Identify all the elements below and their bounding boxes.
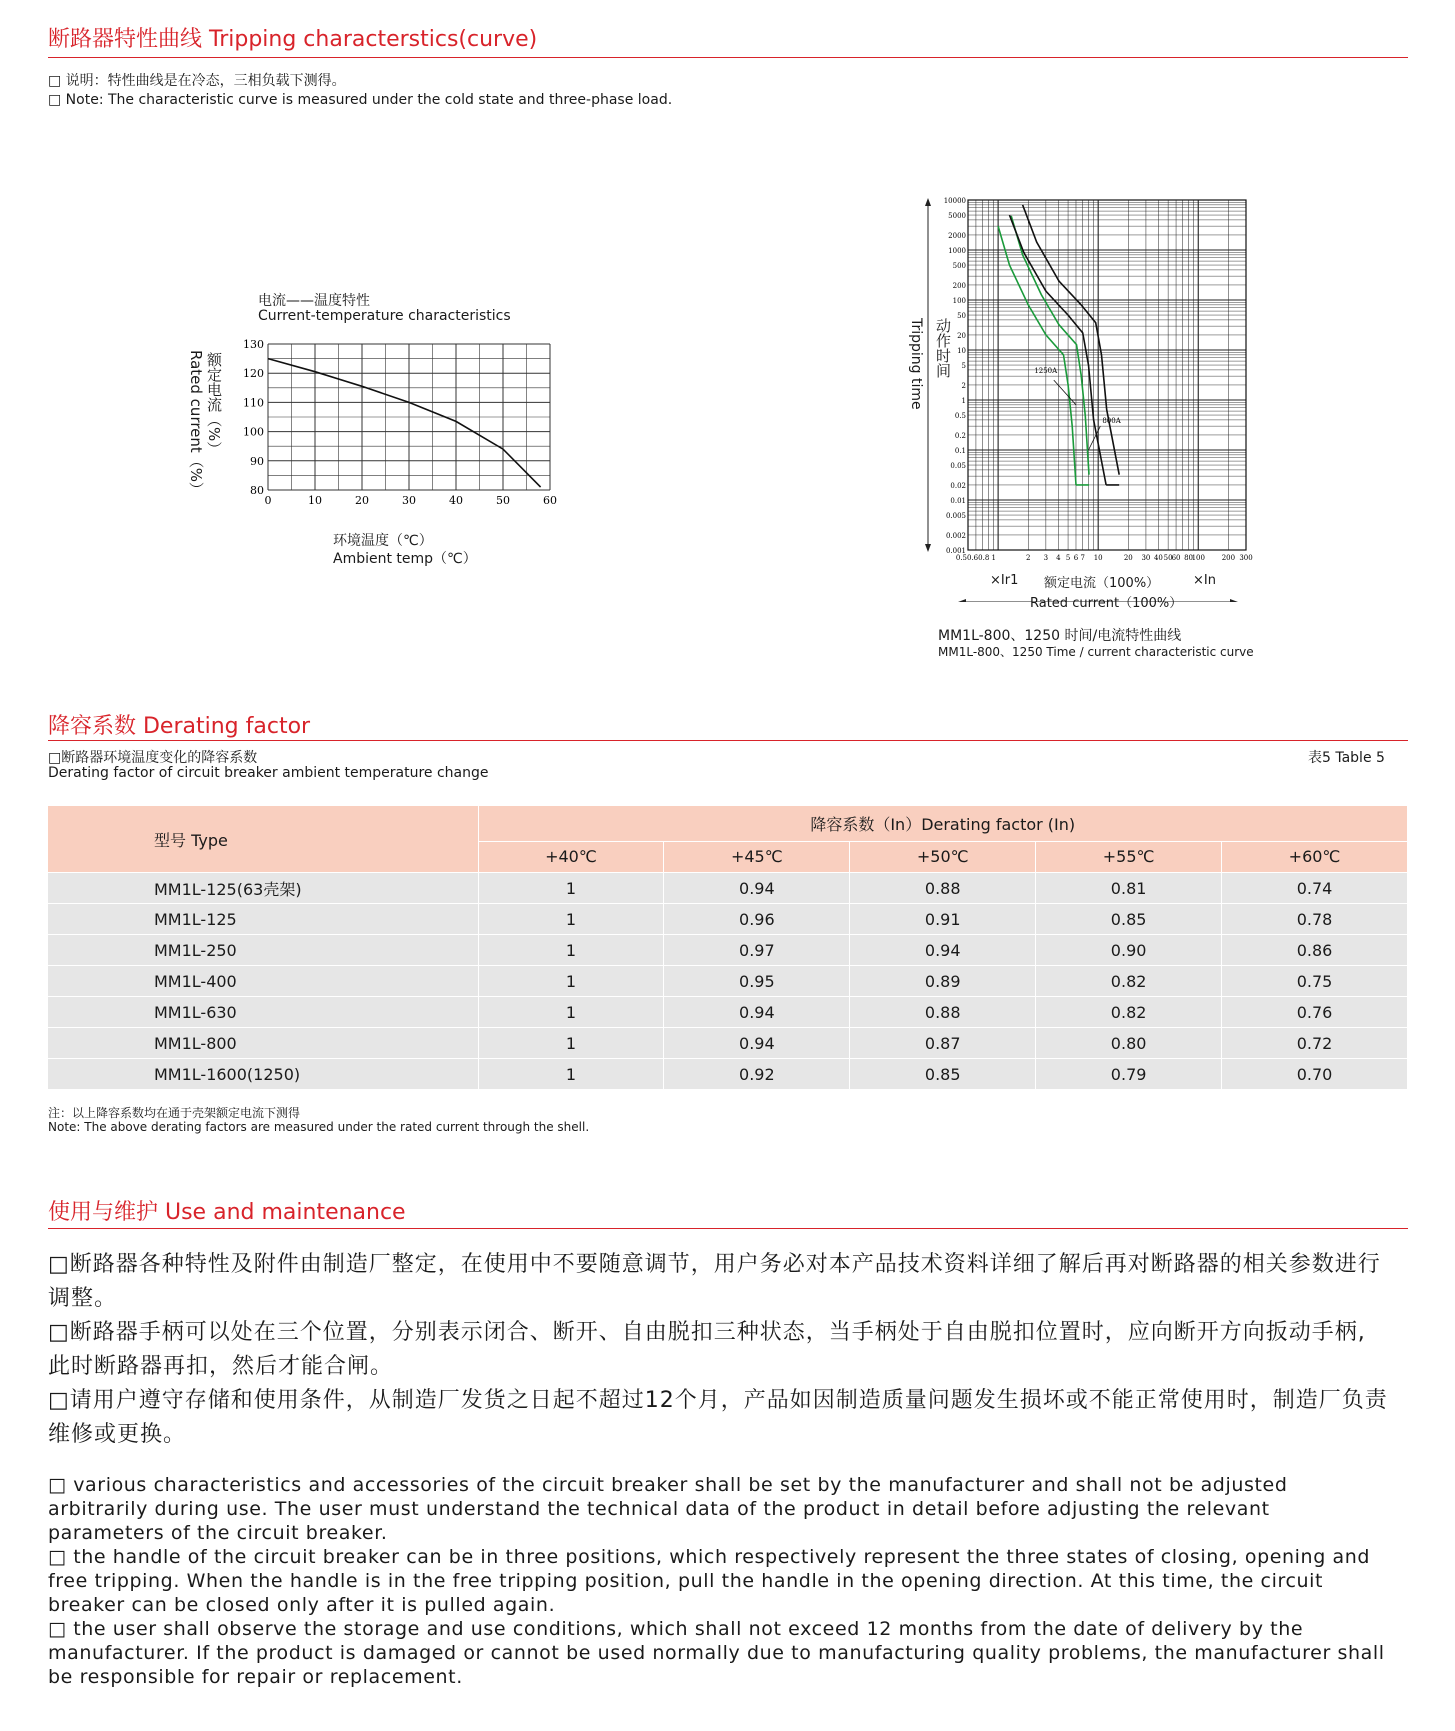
temp-chart-ylabel-cn: 额定电流（%） — [205, 352, 223, 457]
x-mult-right: ×In — [1193, 573, 1216, 588]
model-cell: MM1L-400 — [48, 966, 478, 997]
table-row — [48, 873, 1408, 904]
section-title-tripping: 断路器特性曲线 Tripping characterstics(curve) — [48, 27, 538, 52]
x-tick-label: 100 — [1191, 554, 1205, 562]
footnote-en: Note: The above derating factors are measured under the rated current through the shell. — [48, 1120, 590, 1134]
model-cell: MM1L-630 — [48, 997, 478, 1028]
maintenance-cn-item: □请用户遵守存储和使用条件，从制造厂发货之日起不超过12个月，产品如因制造质量问题发生损坏或不能正常使用时，制造厂负责维修或更换。 — [48, 1388, 1388, 1447]
value-cell: 0.81 — [1036, 873, 1222, 904]
value-cell: 0.85 — [1036, 904, 1222, 935]
y-tick-label: 0.05 — [950, 462, 966, 471]
maintenance-en — [48, 1473, 1388, 1689]
x-tick-label: 10 — [1093, 554, 1103, 562]
trip-chart-xlabel-cn: 额定电流（100%） — [1044, 576, 1160, 591]
trip-chart-ylabel-cn: 动作时间 — [934, 318, 952, 378]
value-cell: 0.82 — [1036, 997, 1222, 1028]
y-tick-label: 20 — [957, 331, 966, 340]
series-line-800a-upper — [1023, 205, 1120, 475]
value-cell: 0.94 — [850, 935, 1036, 966]
x-tick-label: 60 — [543, 494, 557, 507]
value-cell: 0.92 — [664, 1059, 850, 1090]
x-tick-label: 40 — [1153, 554, 1163, 562]
value-cell: 0.82 — [1036, 966, 1222, 997]
y-tick-label: 100 — [243, 425, 264, 439]
x-tick-label: 40 — [449, 494, 463, 507]
x-tick-label: 50 — [1163, 554, 1173, 562]
value-cell: 0.88 — [850, 873, 1036, 904]
value-cell: 0.91 — [850, 904, 1036, 935]
value-cell: 0.74 — [1222, 873, 1408, 904]
x-tick-label: 6 — [1073, 554, 1079, 562]
col-header-temp: +40℃ — [478, 841, 664, 872]
value-cell: 1 — [478, 966, 664, 997]
value-cell: 0.97 — [664, 935, 850, 966]
x-tick-label: 30 — [1141, 554, 1151, 562]
x-tick-label: 5 — [1065, 554, 1071, 562]
col-header-temp: +45℃ — [664, 841, 850, 872]
col-header-temp: +60℃ — [1222, 841, 1408, 872]
time-current-chart — [918, 192, 1258, 602]
footnote-cn: 注：以上降容系数均在通于壳架额定电流下测得 — [48, 1106, 301, 1120]
table-row — [48, 966, 1408, 997]
model-cell: MM1L-125 — [48, 904, 478, 935]
current-temperature-chart — [236, 330, 566, 530]
y-tick-label: 0.005 — [945, 512, 966, 521]
value-cell: 0.86 — [1222, 935, 1408, 966]
y-tick-label: 0.002 — [945, 531, 966, 540]
x-tick-label: 20 — [355, 494, 369, 507]
x-tick-label: 0.50.60.8 1 — [955, 554, 996, 562]
maintenance-en-item: □ the handle of the circuit breaker can be in three positions, which respectively represent the three states of closing, opening and free tripping. When the handle is in the free tripping position, pull the handle in the opening direction. At this time, the circuit breaker can be closed only after it is pulled again. — [48, 1546, 1371, 1616]
value-cell: 0.78 — [1222, 904, 1408, 935]
section-title-maintenance: 使用与维护 Use and maintenance — [48, 1200, 406, 1225]
x-tick-label: 300 — [1239, 554, 1253, 562]
maintenance-en-item: □ the user shall observe the storage and use conditions, which shall not exceed 12 months from the date of delivery by the manufacturer. If the product is damaged or cannot be used normally due to manufacturing quality problems, the manufacturer shall be responsible for repair or replacement. — [48, 1618, 1385, 1688]
col-header-group: 降容系数（In）Derating factor (In) — [478, 806, 1408, 841]
table-row — [48, 1028, 1408, 1059]
label-1250a: 1250A — [1034, 366, 1058, 375]
model-cell: MM1L-1600(1250) — [48, 1059, 478, 1090]
derating-sub-cn: □断路器环境温度变化的降容系数 — [48, 750, 258, 766]
x-tick-label: 30 — [402, 494, 416, 507]
trip-chart-caption-en: MM1L-800、1250 Time / current characteristic curve — [938, 645, 1254, 659]
temp-chart-xlabel-cn: 环境温度（℃） — [333, 533, 433, 549]
value-cell: 0.80 — [1036, 1028, 1222, 1059]
model-cell: MM1L-125(63壳架) — [48, 873, 478, 904]
trip-chart-ylabel-en: Tripping time — [908, 318, 924, 410]
arrow-down — [925, 544, 931, 552]
temp-chart-title-en: Current-temperature characteristics — [258, 308, 511, 324]
y-tick-label: 50 — [957, 312, 966, 321]
y-tick-label: 130 — [243, 338, 264, 351]
y-tick-label: 120 — [243, 367, 264, 381]
model-cell: MM1L-250 — [48, 935, 478, 966]
value-cell: 1 — [478, 997, 664, 1028]
series-line — [268, 359, 541, 488]
y-tick-label: 0.1 — [954, 447, 966, 455]
x-tick-label: 80 — [1184, 554, 1194, 562]
note-en: □ Note: The characteristic curve is measured under the cold state and three-phase load. — [48, 92, 673, 108]
temp-chart-title-cn: 电流——温度特性 — [258, 293, 370, 309]
value-cell: 0.72 — [1222, 1028, 1408, 1059]
x-tick-label: 2 — [1026, 554, 1031, 562]
value-cell: 1 — [478, 1028, 664, 1059]
x-tick-label: 200 — [1221, 554, 1236, 562]
y-tick-label: 10 — [957, 347, 966, 355]
x-tick-label: 20 — [1123, 554, 1133, 562]
x-mult-left: ×Ir1 — [990, 573, 1019, 588]
value-cell: 0.76 — [1222, 997, 1408, 1028]
arrow-right — [1230, 599, 1238, 602]
table-number: 表5 Table 5 — [1308, 750, 1385, 766]
temp-chart-xlabel-en: Ambient temp（℃） — [333, 551, 477, 567]
y-tick-label: 1000 — [948, 247, 966, 255]
model-cell: MM1L-800 — [48, 1028, 478, 1059]
derating-sub-en: Derating factor of circuit breaker ambient temperature change — [48, 765, 489, 781]
note-cn: □ 说明：特性曲线是在冷态，三相负载下测得。 — [48, 73, 346, 89]
y-tick-label: 0.2 — [954, 431, 966, 440]
value-cell: 0.90 — [1036, 935, 1222, 966]
col-header-temp: +50℃ — [850, 841, 1036, 872]
x-tick-label: 3 — [1043, 554, 1049, 562]
y-tick-label: 0.001 — [945, 547, 966, 555]
value-cell: 1 — [478, 1059, 664, 1090]
section-divider — [48, 57, 1408, 58]
col-header-temp: +55℃ — [1036, 841, 1222, 872]
y-tick-label: 5000 — [948, 212, 966, 221]
y-tick-label: 0.02 — [950, 481, 966, 490]
value-cell: 0.75 — [1222, 966, 1408, 997]
temp-chart-ylabel-en: Rated current（%） — [187, 350, 205, 498]
value-cell: 0.89 — [850, 966, 1036, 997]
col-header-model: 型号 Type — [48, 806, 478, 873]
value-cell: 0.79 — [1036, 1059, 1222, 1090]
y-tick-label: 0.5 — [954, 412, 966, 421]
value-cell: 0.85 — [850, 1059, 1036, 1090]
value-cell: 0.88 — [850, 997, 1036, 1028]
value-cell: 0.94 — [664, 873, 850, 904]
maintenance-cn-item: □断路器各种特性及附件由制造厂整定，在使用中不要随意调节，用户务必对本产品技术资料详细了解后再对断路器的相关参数进行调整。 — [48, 1252, 1381, 1311]
x-tick-label: 10 — [308, 494, 322, 507]
y-tick-label: 2 — [961, 381, 966, 390]
table-row — [48, 997, 1408, 1028]
y-tick-label: 0.01 — [950, 497, 966, 505]
value-cell: 0.94 — [664, 997, 850, 1028]
value-cell: 0.94 — [664, 1028, 850, 1059]
maintenance-cn — [48, 1248, 1388, 1452]
table-row — [48, 904, 1408, 935]
arrow-up — [925, 198, 931, 206]
y-tick-label: 500 — [952, 262, 966, 271]
value-cell: 0.95 — [664, 966, 850, 997]
section-divider — [48, 1228, 1408, 1229]
leader-1250a — [1054, 380, 1076, 405]
y-tick-label: 10000 — [943, 197, 966, 205]
value-cell: 1 — [478, 873, 664, 904]
y-tick-label: 110 — [243, 396, 264, 410]
value-cell: 1 — [478, 935, 664, 966]
maintenance-en-item: □ various characteristics and accessories of the circuit breaker shall be set by the manufacturer and shall not be adjusted arbitrarily during use. The user must understand the technical data of the product in detail before adjusting the relevant parameters of the circuit breaker. — [48, 1474, 1288, 1544]
y-tick-label: 1 — [961, 397, 966, 405]
table-body — [48, 873, 1408, 1090]
y-tick-label: 2000 — [948, 231, 966, 240]
section-title-derating: 降容系数 Derating factor — [48, 714, 311, 739]
table-row — [48, 1059, 1408, 1090]
y-tick-label: 5 — [961, 362, 966, 371]
y-tick-label: 90 — [250, 454, 264, 468]
value-cell: 0.70 — [1222, 1059, 1408, 1090]
x-tick-label: 4 — [1056, 554, 1061, 562]
trip-chart-xlabel-en: Rated current（100%） — [1030, 596, 1183, 611]
y-tick-label: 100 — [952, 297, 966, 305]
label-800a: 800A — [1102, 416, 1121, 425]
maintenance-cn-item: □断路器手柄可以处在三个位置，分别表示闭合、断开、自由脱扣三种状态，当手柄处于自由脱扣位置时，应向断开方向扳动手柄,此时断路器再扣，然后才能合闸。 — [48, 1320, 1366, 1379]
x-tick-label: 7 — [1080, 554, 1085, 562]
x-tick-label: 50 — [496, 494, 510, 507]
y-tick-label: 200 — [952, 281, 966, 290]
derating-table — [48, 806, 1408, 1090]
y-tick-label: 80 — [250, 484, 264, 497]
trip-chart-caption-cn: MM1L-800、1250 时间/电流特性曲线 — [938, 628, 1182, 644]
x-tick-label: 60 — [1171, 554, 1181, 562]
value-cell: 0.96 — [664, 904, 850, 935]
value-cell: 1 — [478, 904, 664, 935]
section-divider — [48, 740, 1408, 741]
x-tick-label: 0 — [264, 494, 272, 507]
value-cell: 0.87 — [850, 1028, 1036, 1059]
arrow-left — [958, 599, 966, 602]
table-row — [48, 935, 1408, 966]
